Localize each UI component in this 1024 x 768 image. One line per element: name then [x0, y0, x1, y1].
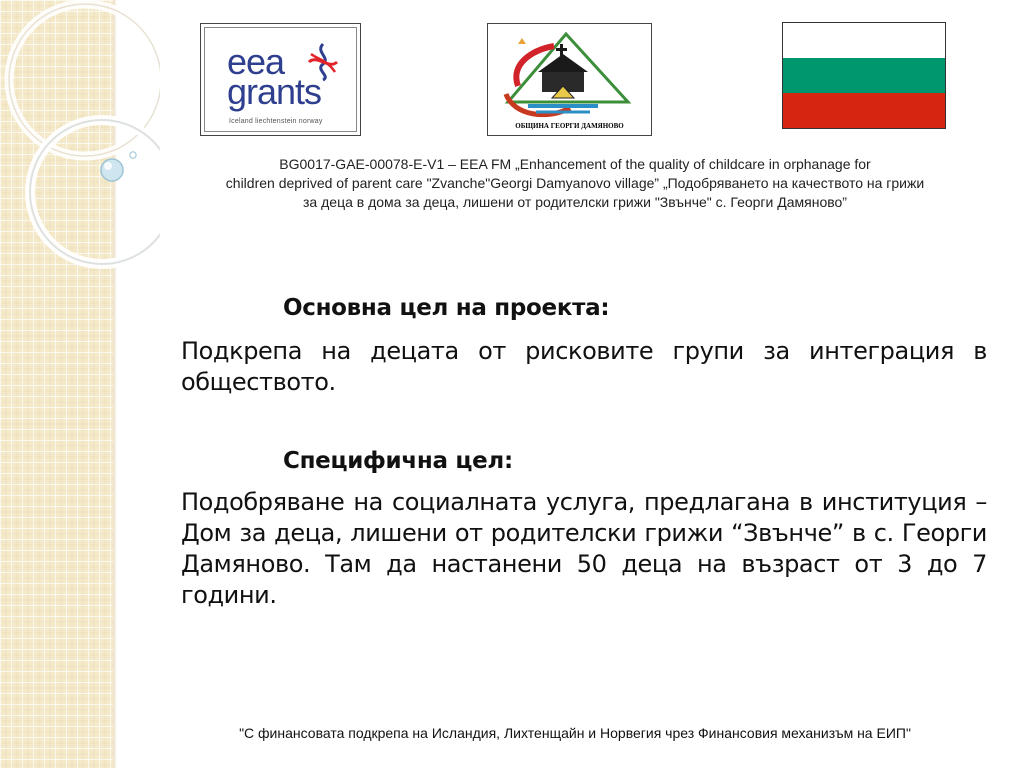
funding-footer: "С финансовата подкрепа на Исландия, Лихтенщайн и Норвегия чрез Финансовия механизъм на ЕИП" — [239, 725, 911, 741]
header-line-2: children deprived of parent care "Zvanche"Georgi Damyanovo village” „Подобряването на качеството на грижи — [225, 175, 925, 191]
municipality-emblem-icon — [488, 24, 653, 137]
main-goal-heading: Основна цел на проекта: — [283, 295, 610, 321]
eea-knot-icon — [305, 42, 341, 82]
flag-stripe-red — [783, 93, 945, 128]
eea-logo-tagline: Iceland liechtenstein norway — [229, 118, 323, 125]
flag-stripe-green — [783, 58, 945, 93]
header-line-3: за деца в дома за деца, лишени от родителски грижи "Звънче" с. Георги Дамяново” — [303, 194, 847, 210]
main-goal-text: Подкрепа на децата от рисковите групи за интеграция в обществото. — [181, 337, 987, 396]
municipality-logo — [487, 23, 652, 136]
flag-stripe-white — [783, 23, 945, 58]
grants-logo-word: grants — [227, 71, 322, 112]
eea-logo-word: eea — [227, 41, 285, 82]
eea-grants-logo — [200, 23, 361, 136]
municipality-caption: ОБЩИНА ГЕОРГИ ДАМЯНОВО — [515, 122, 624, 130]
project-header — [160, 155, 990, 212]
specific-goal-text: Подобряване на социалната услуга, предлагана в институция – Дом за деца, лишени от родителски грижи “Звънче” в с. Георги Дамяново. Там да настанени 50 деца на възраст от 3 до 7 години. — [181, 488, 987, 609]
header-line-1: BG0017-GAE-00078-E-V1 – EEA FM „Enhancement of the quality of childcare in orphanage for — [279, 156, 871, 172]
bulgarian-flag — [782, 22, 946, 129]
specific-goal-heading: Специфична цел: — [283, 448, 513, 474]
decorative-circles — [0, 0, 160, 300]
